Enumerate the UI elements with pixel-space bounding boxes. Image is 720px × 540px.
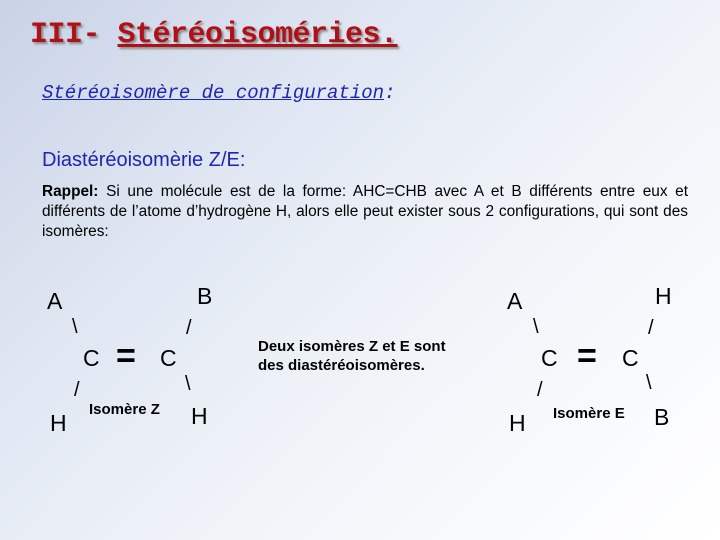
z-bond-bottom-left: / [74,379,80,401]
isomer-e-label: Isomère E [553,405,625,422]
e-top-right-atom: H [655,283,672,309]
slide-subtitle [42,82,395,104]
caption-line-1: Deux isomères Z et E sont [258,338,446,355]
title-main: Stéréoisoméries. [117,18,398,52]
z-double-bond: = [116,337,136,375]
e-top-left-atom: A [507,288,523,314]
e-carbon-left: C [541,345,558,371]
rappel-text: Si une molécule est de la forme: AHC=CHB avec A et B différents entre eux et différents de l’atome d’hydrogène H, alors elle peut exister sous 2 configurations, qui sont des isomères: [42,183,688,240]
z-carbon-right: C [160,345,177,371]
z-bottom-right-atom: H [191,403,208,429]
e-bottom-right-atom: B [654,404,670,430]
isomer-caption [258,337,446,375]
e-bond-bottom-left: / [537,379,543,401]
e-bond-top-left: \ [533,316,539,338]
subtitle-suffix: : [384,82,396,104]
section-heading: Diastéréoisomèrie Z/E: [42,149,246,171]
rappel-paragraph [42,182,688,242]
e-bottom-left-atom: H [509,410,526,436]
z-bottom-left-atom: H [50,410,67,436]
e-bond-top-right: / [648,317,654,339]
z-bond-top-right: / [186,317,192,339]
e-bond-bottom-right: \ [646,372,652,394]
e-double-bond: = [577,337,597,375]
z-carbon-left: C [83,345,100,371]
rappel-label: Rappel: [42,183,99,200]
z-bond-bottom-right: \ [185,373,191,395]
z-top-left-atom: A [47,288,63,314]
e-carbon-right: C [622,345,639,371]
subtitle-main: Stéréoisomère de configuration [42,82,385,104]
title-prefix: III- [30,18,118,52]
slide-title [30,18,398,52]
z-bond-top-left: \ [72,316,78,338]
z-top-right-atom: B [197,283,213,309]
caption-line-2: des diastéréoisomères. [258,357,425,374]
isomer-z-label: Isomère Z [89,401,160,418]
